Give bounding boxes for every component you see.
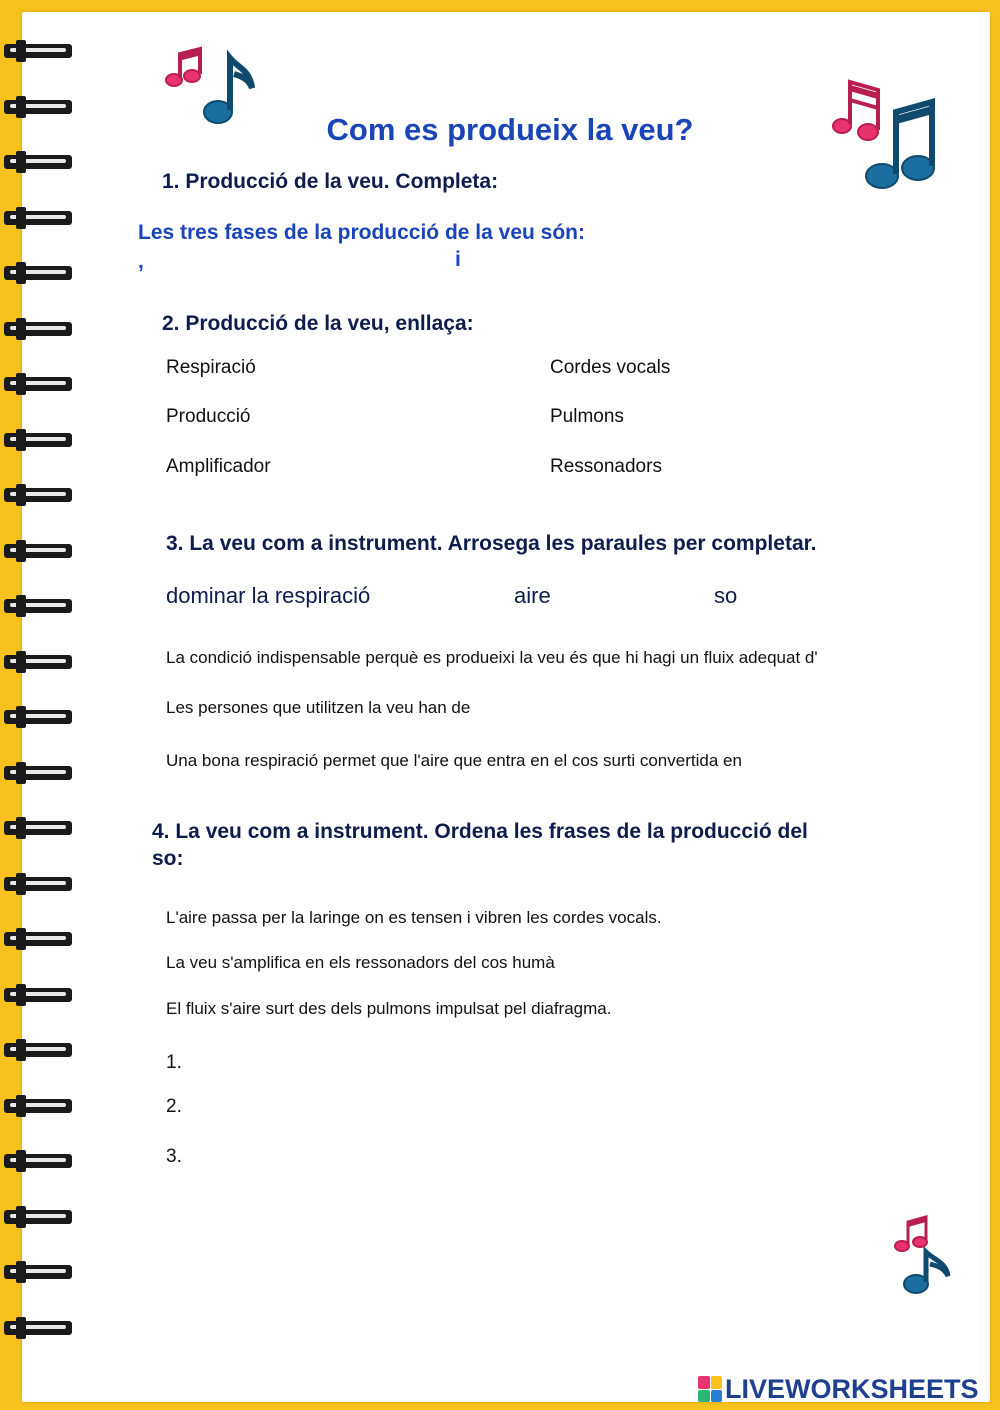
fill-sentence: Les persones que utilitzen la veu han de bbox=[166, 698, 471, 717]
match-left-item[interactable]: Amplificador bbox=[166, 456, 271, 477]
match-right-item[interactable]: Ressonadors bbox=[550, 456, 662, 477]
spiral-ring bbox=[4, 373, 76, 395]
section1-heading: 1. Producció de la veu. Completa: bbox=[162, 170, 499, 193]
section4-heading: 4. La veu com a instrument. Ordena les frases de la producció del bbox=[152, 820, 808, 843]
spiral-ring bbox=[4, 595, 76, 617]
spiral-ring bbox=[4, 429, 76, 451]
spiral-ring bbox=[4, 1317, 76, 1339]
spiral-ring bbox=[4, 706, 76, 728]
spiral-ring bbox=[4, 484, 76, 506]
section1-comma: , bbox=[138, 250, 144, 273]
spiral-ring bbox=[4, 151, 76, 173]
match-right-item[interactable]: Cordes vocals bbox=[550, 357, 671, 378]
spiral-ring bbox=[4, 762, 76, 784]
draggable-word[interactable]: aire bbox=[514, 583, 551, 608]
match-left-item[interactable]: Producció bbox=[166, 406, 251, 427]
match-left-item[interactable]: Respiració bbox=[166, 357, 256, 378]
logo-mark-icon bbox=[698, 1376, 722, 1402]
liveworksheets-logo[interactable] bbox=[698, 1374, 979, 1404]
section3-heading: 3. La veu com a instrument. Arrosega les paraules per completar. bbox=[166, 532, 817, 555]
order-slot-number: 1. bbox=[166, 1052, 182, 1073]
order-phrase[interactable]: El fluix s'aire surt des dels pulmons impulsat pel diafragma. bbox=[166, 999, 612, 1018]
section4-heading-cont: so: bbox=[152, 847, 184, 870]
spiral-binding bbox=[0, 40, 80, 1370]
match-right-item[interactable]: Pulmons bbox=[550, 406, 624, 427]
spiral-ring bbox=[4, 651, 76, 673]
music-notes-icon bbox=[892, 1212, 962, 1302]
section1-sentence: Les tres fases de la producció de la veu són: bbox=[138, 221, 585, 244]
spiral-ring bbox=[4, 540, 76, 562]
draggable-word[interactable]: dominar la respiració bbox=[166, 583, 371, 608]
logo-text: LIVEWORKSHEETS bbox=[725, 1373, 979, 1404]
spiral-ring bbox=[4, 1206, 76, 1228]
draggable-word[interactable]: so bbox=[714, 583, 738, 608]
spiral-ring bbox=[4, 40, 76, 62]
order-phrase[interactable]: L'aire passa per la laringe on es tensen i vibren les cordes vocals. bbox=[166, 908, 662, 927]
order-slot-number: 2. bbox=[166, 1096, 182, 1117]
spiral-ring bbox=[4, 318, 76, 340]
order-slot-number: 3. bbox=[166, 1146, 182, 1167]
spiral-ring bbox=[4, 207, 76, 229]
page-title: Com es produeix la veu? bbox=[326, 112, 694, 147]
section2-heading: 2. Producció de la veu, enllaça: bbox=[162, 312, 474, 335]
spiral-ring bbox=[4, 1095, 76, 1117]
fill-sentence: La condició indispensable perquè es produeixi la veu és que hi hagi un fluix adequat d' bbox=[166, 648, 818, 667]
spiral-ring bbox=[4, 873, 76, 895]
spiral-ring bbox=[4, 1261, 76, 1283]
spiral-ring bbox=[4, 262, 76, 284]
order-phrase[interactable]: La veu s'amplifica en els ressonadors del cos humà bbox=[166, 953, 555, 972]
spiral-ring bbox=[4, 984, 76, 1006]
spiral-ring bbox=[4, 928, 76, 950]
section1-conjunction: i bbox=[455, 248, 461, 271]
spiral-ring bbox=[4, 1150, 76, 1172]
spiral-ring bbox=[4, 1039, 76, 1061]
spiral-ring bbox=[4, 817, 76, 839]
fill-sentence: Una bona respiració permet que l'aire que entra en el cos surti convertida en bbox=[166, 751, 742, 770]
